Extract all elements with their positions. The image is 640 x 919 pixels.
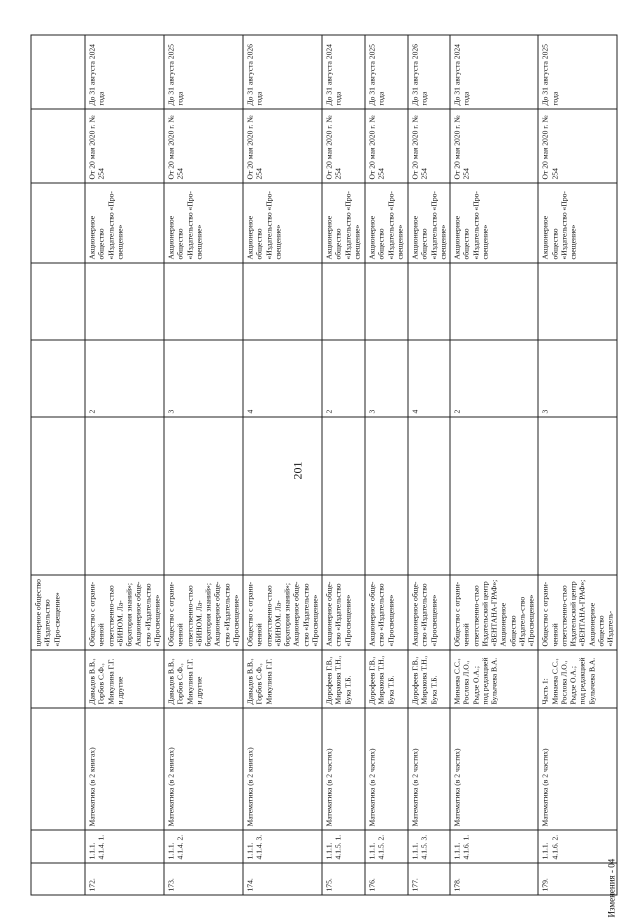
grade-cell: 3 xyxy=(164,340,243,417)
legal-entity-cell: Акционерное общество «Издательство «Про-свещение» xyxy=(450,183,538,263)
term-cell: До 31 августа 2025 года xyxy=(365,35,408,109)
publisher-cell: Акционерное обще-ство «Издательство «Просвещение» xyxy=(365,575,408,650)
order-cell: От 20 мая 2020 г. № 254 xyxy=(450,109,538,183)
row-number-cell: 172. xyxy=(85,863,164,895)
empty-cell xyxy=(450,417,538,575)
legal-entity-cell: Акционерное общество «Издательство «Про-свещение» xyxy=(365,183,408,263)
table-row xyxy=(322,35,365,895)
table-row xyxy=(408,35,450,895)
code-cell: 1.1.1. 4.1.5. 1. xyxy=(322,830,365,863)
table-row-continuation xyxy=(31,35,85,895)
legal-entity-cell: Акционерное общество «Издательство «Про-свещение» xyxy=(322,183,365,263)
table-row xyxy=(365,35,408,895)
empty-cell xyxy=(408,263,450,340)
empty-cell xyxy=(322,263,365,340)
empty-cell xyxy=(243,417,322,575)
table-row xyxy=(450,35,538,895)
order-cell: От 20 мая 2020 г. № 254 xyxy=(538,109,617,183)
code-cell: 1.1.1. 4.1.4. 1. xyxy=(85,830,164,863)
empty-cell xyxy=(322,417,365,575)
authors-cell: Давыдов В.В., Горбов С.Ф., Микулина Г.Г. xyxy=(243,650,322,708)
legal-entity-cell: Акционерное общество «Издательство «Про-свещение» xyxy=(164,183,243,263)
code-cell: 1.1.1. 4.1.6. 1. xyxy=(450,830,538,863)
order-cell: От 20 мая 2020 г. № 254 xyxy=(85,109,164,183)
order-cell: От 20 мая 2020 г. № 254 xyxy=(408,109,450,183)
authors-cell: Давыдов В.В., Горбов С.Ф., Микулина Г.Г. и другие xyxy=(85,650,164,708)
grade-cell: 4 xyxy=(408,340,450,417)
grade-cell: 2 xyxy=(450,340,538,417)
authors-cell: Дорофеев Г.В., Миракова Т.Н., Бука Т.Б. xyxy=(408,650,450,708)
legal-entity-cell: Акционерное общество «Издательство «Про-свещение» xyxy=(243,183,322,263)
title-cell: Математика (в 2 книгах) xyxy=(164,708,243,830)
empty-cell xyxy=(85,417,164,575)
title-cell: Математика (в 2 частях) xyxy=(365,708,408,830)
order-cell: От 20 мая 2020 г. № 254 xyxy=(365,109,408,183)
title-cell: Математика (в 2 частях) xyxy=(450,708,538,830)
legal-entity-cell: Акционерное общество «Издательство «Про-свещение» xyxy=(538,183,617,263)
term-cell: До 31 августа 2026 года xyxy=(243,35,322,109)
empty-cell xyxy=(365,417,408,575)
order-cell: От 20 мая 2020 г. № 254 xyxy=(322,109,365,183)
row-number-cell: 177. xyxy=(408,863,450,895)
legal-entity-cell: Акционерное общество «Издательство «Про-свещение» xyxy=(408,183,450,263)
row-number-cell: 175. xyxy=(322,863,365,895)
empty-cell xyxy=(243,263,322,340)
title-cell: Математика (в 2 книгах) xyxy=(243,708,322,830)
publisher-cell: Акционерное обще-ство «Издательство «Просвещение» xyxy=(408,575,450,650)
empty-cell xyxy=(538,417,617,575)
row-number-cell: 176. xyxy=(365,863,408,895)
code-cell: 1.1.1. 4.1.5. 3. xyxy=(408,830,450,863)
publisher-cell: Общество с ограни-ченной ответственно-стью Издательский центр «ВЕНТАНА-ГРАФ»; Акционерное общество «Издатель-ство «Просвещение» xyxy=(450,575,538,650)
row-number-cell: 173. xyxy=(164,863,243,895)
empty-cell xyxy=(365,263,408,340)
order-cell: От 20 мая 2020 г. № 254 xyxy=(243,109,322,183)
publisher-cell: Общество с ограни-ченной ответственно-стью «БИНОМ. Ла-боратория знаний»; Акционерное обще-ство «Издательство «Просвещение» xyxy=(243,575,322,650)
empty-cell xyxy=(85,263,164,340)
code-cell: 1.1.1. 4.1.4. 3. xyxy=(243,830,322,863)
title-cell: Математика (в 2 книгах) xyxy=(85,708,164,830)
table-row xyxy=(243,35,322,895)
footer-revision: Изменения - 04 xyxy=(606,858,616,917)
row-number-cell: 174. xyxy=(243,863,322,895)
term-cell: До 31 августа 2025 года xyxy=(164,35,243,109)
grade-cell: 3 xyxy=(365,340,408,417)
legal-entity-cell: Акционерное общество «Издательство «Про-свещение» xyxy=(85,183,164,263)
authors-cell: Минаева С.С., Рослова Л.О., Рыдзе О.А.; под редакцией Булычева В.А. xyxy=(450,650,538,708)
empty-cell xyxy=(164,417,243,575)
row-number-cell: 179. xyxy=(538,863,617,895)
publisher-cell: ционерное общество «Издательство «Про-свещение» xyxy=(31,575,85,650)
title-cell: Математика (в 2 частях) xyxy=(538,708,617,830)
title-cell: Математика (в 2 частях) xyxy=(322,708,365,830)
authors-cell: Давыдов В.В., Горбов С.Ф., Микулина Г.Г. и другие xyxy=(164,650,243,708)
table-row xyxy=(538,35,617,895)
row-number-cell: 178. xyxy=(450,863,538,895)
empty-cell xyxy=(450,263,538,340)
grade-cell: 2 xyxy=(85,340,164,417)
empty-cell xyxy=(538,263,617,340)
code-cell: 1.1.1. 4.1.6. 2. xyxy=(538,830,617,863)
empty-cell xyxy=(408,417,450,575)
code-cell: 1.1.1. 4.1.5. 2. xyxy=(365,830,408,863)
textbook-table xyxy=(30,34,617,895)
empty-cell xyxy=(164,263,243,340)
publisher-cell: Общество с ограни-ченной ответственно-стью Издательский центр «ВЕНТАНА-ГРАФ»; Акционерное общество «Издатель- xyxy=(538,575,617,650)
term-cell: До 31 августа 2026 года xyxy=(408,35,450,109)
grade-cell: 4 xyxy=(243,340,322,417)
authors-cell: Дорофеев Г.В., Миракова Т.Н., Бука Т.Б. xyxy=(322,650,365,708)
authors-cell: Часть 1: Минаева С.С., Рослова Л.О., Рыдзе О.А.; под редакцией Булычева В.А. xyxy=(538,650,617,708)
grade-cell: 3 xyxy=(538,340,617,417)
order-cell: От 20 мая 2020 г. № 254 xyxy=(164,109,243,183)
term-cell: До 31 августа 2024 года xyxy=(85,35,164,109)
table-row xyxy=(85,35,164,895)
title-cell: Математика (в 2 частях) xyxy=(408,708,450,830)
publisher-cell: Общество с ограни-ченной ответственно-стью «БИНОМ. Ла-боратория знаний»; Акционерное обще-ство «Издательство «Просвещение» xyxy=(164,575,243,650)
publisher-cell: Акционерное обще-ство «Издательство «Просвещение» xyxy=(322,575,365,650)
table-row xyxy=(164,35,243,895)
page-number: 201 xyxy=(290,461,304,479)
term-cell: До 31 августа 2024 года xyxy=(322,35,365,109)
code-cell: 1.1.1. 4.1.4. 2. xyxy=(164,830,243,863)
grade-cell: 2 xyxy=(322,340,365,417)
term-cell: До 31 августа 2024 года xyxy=(450,35,538,109)
term-cell: До 31 августа 2025 года xyxy=(538,35,617,109)
publisher-cell: Общество с ограни-ченной ответственно-стью «БИНОМ. Ла-боратория знаний»; Акционерное обще-ство «Издательство «Просвещение» xyxy=(85,575,164,650)
authors-cell: Дорофеев Г.В., Миракова Т.Н., Бука Т.Б. xyxy=(365,650,408,708)
